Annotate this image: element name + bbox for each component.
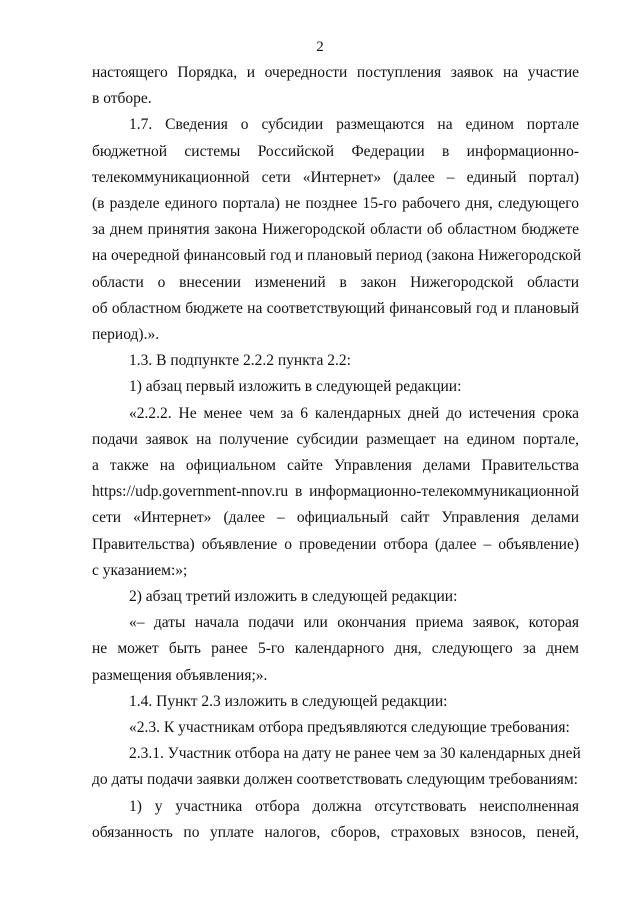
text-line: 1.7. Сведения о субсидии размещаются на едином портале: [129, 116, 579, 134]
text-line: на очередной финансовый год и плановый период (закона Нижегородской: [92, 247, 582, 265]
text-line: https://udp.government-nnov.ru в информационно-телекоммуникационной: [92, 483, 579, 501]
text-line: подачи заявок на получение субсидии размещает на едином портале,: [92, 430, 579, 448]
text-line: «2.3. К участникам отбора предъявляются следующие требования:: [129, 719, 570, 736]
text-line: Правительства) объявление о проведении отбора (далее – объявление): [92, 535, 579, 553]
text-line: 1.3. В подпункте 2.2.2 пункта 2.2:: [129, 352, 351, 370]
text-line: бюджетной системы Российской Федерации в информационно-: [92, 142, 579, 160]
text-line: об областном бюджете на соответствующий финансовый год и плановый: [92, 299, 579, 317]
text-line: обязанность по уплате налогов, сборов, страховых взносов, пеней,: [92, 823, 579, 841]
text-line: а также на официальном сайте Управления делами Правительства: [92, 457, 579, 474]
text-line: «2.2.2. Не менее чем за 6 календарных дней до истечения срока: [129, 404, 579, 422]
text-line: за днем принятия закона Нижегородской области об областном бюджете: [92, 221, 579, 239]
text-line: «– даты начала подачи или окончания приема заявок, которая: [129, 614, 579, 632]
text-line: не может быть ранее 5-го календарного дня, следующего за днем: [92, 640, 579, 658]
text-line: 2) абзац третий изложить в следующей редакции:: [129, 588, 458, 605]
text-line: размещения объявления;».: [92, 666, 268, 684]
text-line: 1) абзац первый изложить в следующей редакции:: [129, 378, 462, 396]
text-line: с указанием:»;: [92, 561, 188, 579]
text-line: настоящего Порядка, и очередности поступления заявок на участие: [92, 64, 579, 81]
text-line: до даты подачи заявки должен соответствовать следующим требованиям:: [92, 771, 578, 789]
text-line: 1) у участника отбора должна отсутствовать неисполненная: [129, 797, 579, 815]
text-line: период).».: [92, 326, 160, 343]
page-number: 2: [316, 39, 324, 55]
text-line: сети «Интернет» (далее – официальный сайт Управления делами: [92, 509, 579, 527]
text-line: области о внесении изменений в закон Нижегородской области: [92, 273, 579, 291]
text-line: (в разделе единого портала) не позднее 15-го рабочего дня, следующего: [92, 195, 579, 212]
text-line: 2.3.1. Участник отбора на дату не ранее чем за 30 календарных дней: [129, 745, 581, 763]
text-line: 1.4. Пункт 2.3 изложить в следующей редакции:: [129, 692, 448, 710]
text-line: телекоммуникационной сети «Интернет» (далее – единый портал): [92, 168, 579, 186]
text-line: в отборе.: [92, 90, 152, 108]
